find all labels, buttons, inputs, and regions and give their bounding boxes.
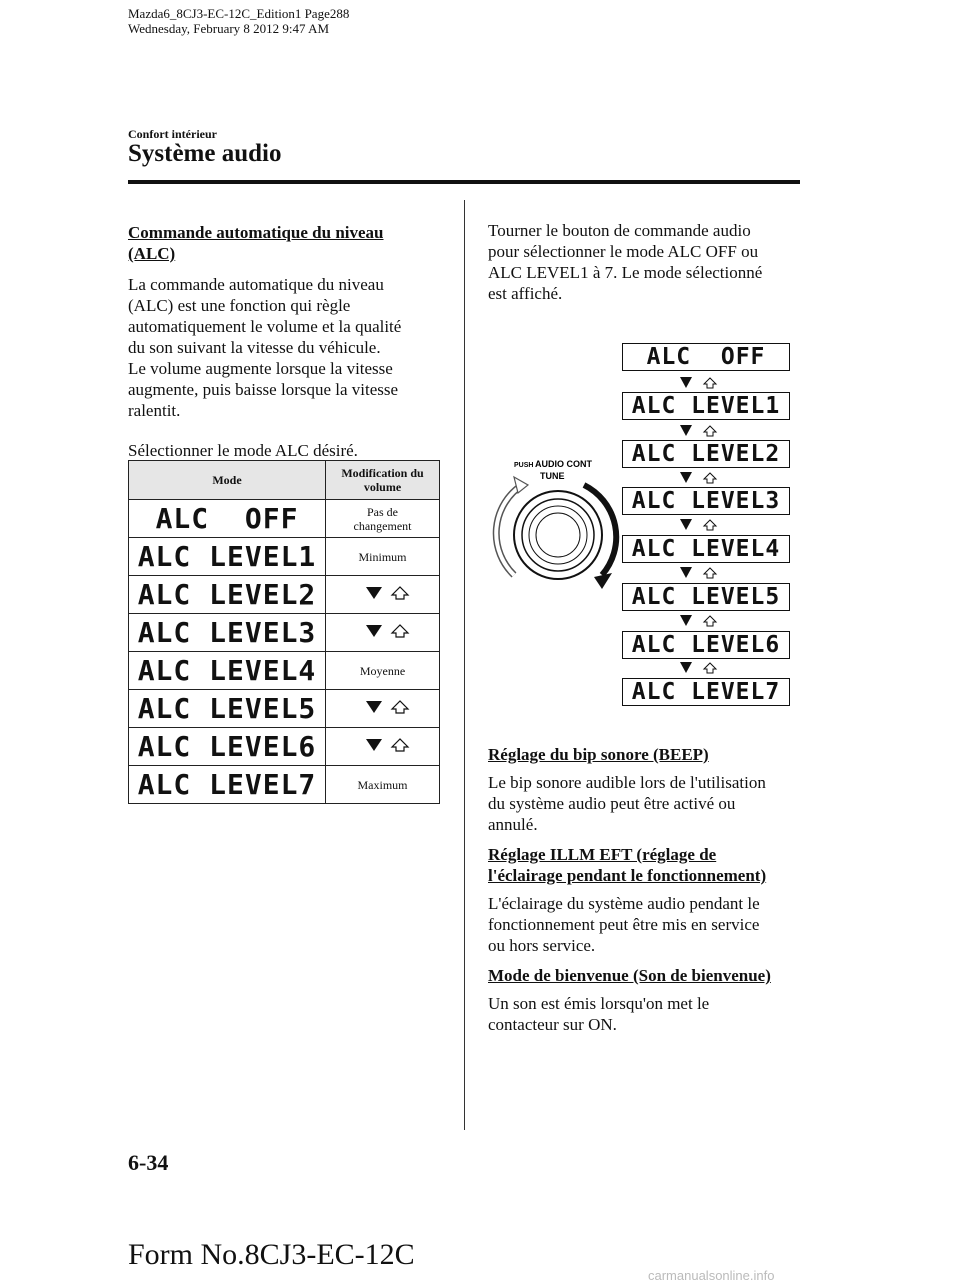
table-row xyxy=(129,652,440,690)
alc-mode-table xyxy=(128,460,440,804)
alc-para-line: La commande automatique du niveau xyxy=(128,275,384,294)
print-metadata-line2: Wednesday, February 8 2012 9:47 AM xyxy=(128,21,330,36)
page-title: Système audio xyxy=(128,140,282,167)
mode-cell xyxy=(129,614,326,652)
volume-text: changement xyxy=(353,518,412,533)
beep-line: annulé. xyxy=(488,815,538,834)
lcd-display-text: ALC OFF xyxy=(646,344,766,370)
lcd-display-text: ALC LEVEL4 xyxy=(631,536,781,562)
table-row xyxy=(129,576,440,614)
lcd-display-text: ALC LEVEL6 xyxy=(631,632,781,658)
mode-cell xyxy=(129,728,326,766)
beep-paragraph xyxy=(488,772,808,835)
alc-para-line: du son suivant la vitesse du véhicule. xyxy=(128,338,381,357)
lcd-display xyxy=(622,678,790,706)
lcd-display xyxy=(622,343,790,371)
mode-cell xyxy=(129,500,326,538)
volume-cell xyxy=(326,690,440,728)
lcd-mode-label: ALC LEVEL6 xyxy=(137,730,317,763)
watermark: carmanualsonline.info xyxy=(648,1268,775,1283)
lcd-mode-label: ALC LEVEL7 xyxy=(137,768,317,801)
volume-column-header xyxy=(326,461,440,500)
mode-cell xyxy=(129,576,326,614)
select-instruction: Sélectionner le mode ALC désiré. xyxy=(128,441,358,460)
welcome-line: contacteur sur ON. xyxy=(488,1015,617,1034)
table-row xyxy=(129,538,440,576)
illm-line: L'éclairage du système audio pendant le xyxy=(488,894,760,913)
tune-label: TUNE xyxy=(540,471,565,481)
table-row xyxy=(129,728,440,766)
volume-text: Minimum xyxy=(358,549,407,564)
right-intro xyxy=(488,220,808,304)
alc-heading-line1: Commande automatique du niveau xyxy=(128,223,384,242)
illm-heading-line1: Réglage ILLM EFT (réglage de xyxy=(488,845,717,864)
alc-para-line: ralentit. xyxy=(128,401,181,420)
volume-header-line1: Modification du xyxy=(341,466,424,480)
volume-cell xyxy=(326,500,440,538)
beep-line: Le bip sonore audible lors de l'utilisation xyxy=(488,773,766,792)
down-arrow-icon xyxy=(348,734,418,756)
mode-cell xyxy=(129,652,326,690)
table-row xyxy=(129,766,440,804)
lcd-display-text: ALC LEVEL3 xyxy=(631,488,781,514)
down-arrow-icon xyxy=(680,614,730,628)
welcome-line: Un son est émis lorsqu'on met le xyxy=(488,994,710,1013)
down-arrow-icon xyxy=(680,518,730,532)
alc-heading-line2: (ALC) xyxy=(128,244,176,263)
down-arrow-icon xyxy=(680,661,730,675)
lcd-mode-label: ALC LEVEL4 xyxy=(137,654,317,687)
page-number: 6-34 xyxy=(128,1150,169,1175)
welcome-paragraph xyxy=(488,993,808,1035)
column-divider xyxy=(464,200,465,1130)
left-column xyxy=(128,222,448,461)
lcd-display xyxy=(622,392,790,420)
down-arrow-icon xyxy=(680,424,730,438)
volume-cell xyxy=(326,728,440,766)
down-arrow-icon xyxy=(680,471,730,485)
alc-para-line: Le volume augmente lorsque la vitesse xyxy=(128,359,393,378)
illm-paragraph xyxy=(488,893,808,956)
volume-text: Pas de xyxy=(367,504,398,519)
table-header-row xyxy=(129,461,440,500)
alc-para-line: automatiquement le volume et la qualité xyxy=(128,317,402,336)
mode-cell xyxy=(129,690,326,728)
lcd-mode-label: ALC LEVEL5 xyxy=(137,692,317,725)
lcd-display-text: ALC LEVEL7 xyxy=(631,679,781,705)
down-arrow-icon xyxy=(348,620,418,642)
down-arrow-icon xyxy=(680,376,730,390)
mode-column-header: Mode xyxy=(129,461,326,500)
intro-line: Tourner le bouton de commande audio xyxy=(488,221,751,240)
intro-line: ALC LEVEL1 à 7. Le mode sélectionné xyxy=(488,263,763,282)
lcd-mode-label: ALC OFF xyxy=(155,502,299,535)
push-label: PUSH xyxy=(514,462,534,469)
intro-line: est affiché. xyxy=(488,284,563,303)
lcd-display xyxy=(622,487,790,515)
lcd-display-text: ALC LEVEL5 xyxy=(631,584,781,610)
lcd-display xyxy=(622,535,790,563)
volume-cell xyxy=(326,614,440,652)
illm-line: fonctionnement peut être mis en service xyxy=(488,915,760,934)
beep-line: du système audio peut être activé ou xyxy=(488,794,736,813)
lcd-display xyxy=(622,440,790,468)
section-category: Confort intérieur xyxy=(128,127,217,141)
volume-header-line2: volume xyxy=(363,480,402,494)
table-row xyxy=(129,500,440,538)
title-rule xyxy=(128,180,800,184)
alc-heading xyxy=(128,222,448,264)
illm-line: ou hors service. xyxy=(488,936,596,955)
mode-cell xyxy=(129,766,326,804)
table-row xyxy=(129,690,440,728)
volume-cell xyxy=(326,538,440,576)
down-arrow-icon xyxy=(348,696,418,718)
right-lower xyxy=(488,744,808,1035)
print-metadata-line1: Mazda6_8CJ3-EC-12C_Edition1 Page288 xyxy=(128,6,350,21)
audio-knob-illustration xyxy=(484,455,624,605)
down-arrow-icon xyxy=(348,582,418,604)
alc-para-line: augmente, puis baisse lorsque la vitesse xyxy=(128,380,399,399)
intro-line: pour sélectionner le mode ALC OFF ou xyxy=(488,242,759,261)
mode-cell xyxy=(129,538,326,576)
form-number: Form No.8CJ3-EC-12C xyxy=(128,1238,415,1271)
beep-heading: Réglage du bip sonore (BEEP) xyxy=(488,745,709,764)
down-arrow-icon xyxy=(680,566,730,580)
illm-heading xyxy=(488,844,808,886)
lcd-mode-label: ALC LEVEL1 xyxy=(137,540,317,573)
volume-text: Maximum xyxy=(357,777,408,792)
volume-cell xyxy=(326,766,440,804)
lcd-display xyxy=(622,631,790,659)
lcd-mode-label: ALC LEVEL2 xyxy=(137,578,317,611)
alc-paragraph xyxy=(128,274,448,421)
volume-cell xyxy=(326,652,440,690)
print-metadata xyxy=(128,6,349,36)
lcd-display-text: ALC LEVEL1 xyxy=(631,393,781,419)
volume-cell xyxy=(326,576,440,614)
volume-text: Moyenne xyxy=(359,663,406,678)
lcd-mode-label: ALC LEVEL3 xyxy=(137,616,317,649)
welcome-heading: Mode de bienvenue (Son de bienvenue) xyxy=(488,966,771,985)
lcd-display-text: ALC LEVEL2 xyxy=(631,441,781,467)
alc-para-line: (ALC) est une fonction qui règle xyxy=(128,296,351,315)
lcd-display xyxy=(622,583,790,611)
table-row xyxy=(129,614,440,652)
illm-heading-line2: l'éclairage pendant le fonctionnement) xyxy=(488,866,767,885)
audio-cont-label: AUDIO CONT xyxy=(535,459,592,469)
